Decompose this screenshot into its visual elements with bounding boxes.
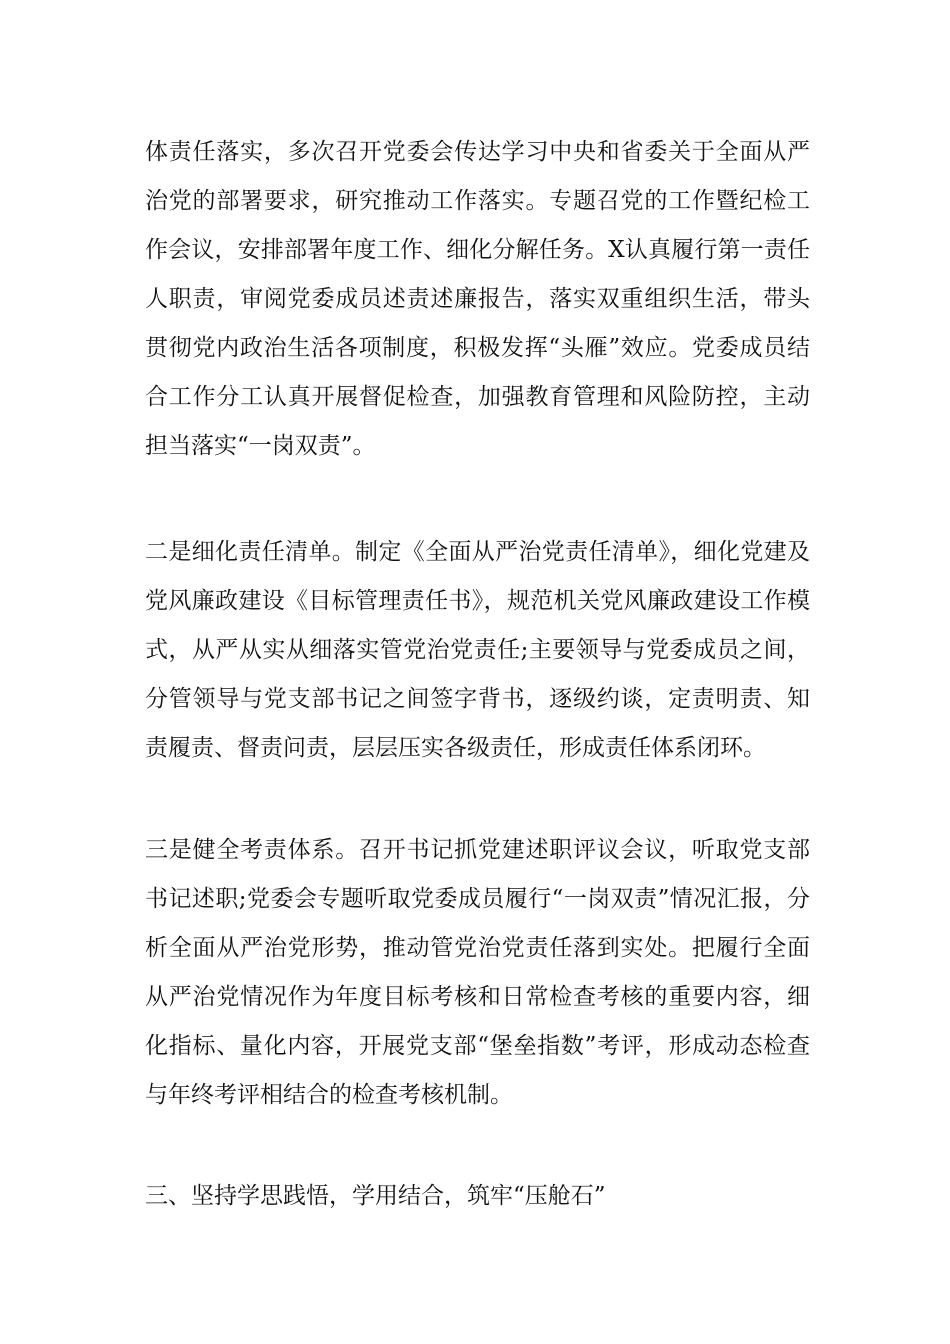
- section-heading-three: 三、坚持学思践悟，学用结合，筑牢“压舱石”: [145, 1183, 606, 1209]
- paragraph-assessment-system: 三是健全考责体系。召开书记抓党建述职评议会议，听取党支部书记述职;党委会专题听取党委成员履行“一岗双责”情况汇报，分析全面从严治党形势，推动管党治党责任落到实处。把履行全面从严治党情况作为年度目标考核和日常检查考核的重要内容，细化指标、量化内容，开展党支部“堡垒指数”考评，形成动态检查与年终考评相结合的检查考核机制。: [145, 837, 810, 1108]
- paragraph-responsibility-implementation: 体责任落实，多次召开党委会传达学习中央和省委关于全面从严治党的部署要求，研究推动工作落实。专题召党的工作暨纪检工作会议，安排部署年度工作、细化分解任务。X认真履行第一责任人职责，审阅党委成员述责述廉报告，落实双重组织生活，带头贯彻党内政治生活各项制度，积极发挥“头雁”效应。党委成员结合工作分工认真开展督促检查，加强教育管理和风险防控，主动担当落实“一岗双责”。: [145, 139, 810, 459]
- paragraph-responsibility-list: 二是细化责任清单。制定《全面从严治党责任清单》，细化党建及党风廉政建设《目标管理责任书》，规范机关党风廉政建设工作模式，从严从实从细落实管党治党责任;主要领导与党委成员之间，分管领导与党支部书记之间签字背书，逐级约谈，定责明责、知责履责、督责问责，层层压实各级责任，形成责任体系闭环。: [145, 539, 810, 761]
